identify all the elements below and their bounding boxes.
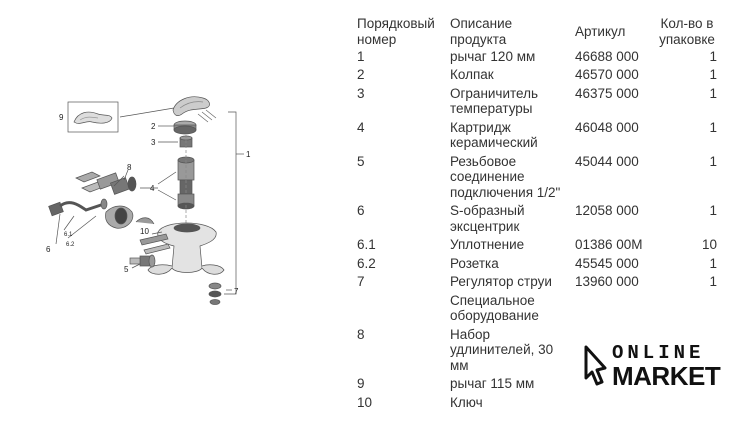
cell-article: 46375 000 bbox=[575, 85, 639, 101]
cell-number: 10 bbox=[357, 394, 373, 410]
header-article: Артикул bbox=[575, 23, 626, 39]
cell-number: 5 bbox=[357, 153, 365, 169]
cell-description: Регулятор струи bbox=[450, 274, 552, 289]
table-row bbox=[357, 291, 717, 325]
cell-quantity: 10 bbox=[701, 237, 717, 252]
cell-description: Ограничитель температуры bbox=[450, 85, 539, 116]
cell-quantity: 1 bbox=[709, 67, 717, 82]
cell-description: Розетка bbox=[450, 255, 499, 271]
cell-quantity: 1 bbox=[709, 274, 717, 289]
cell-number bbox=[357, 291, 450, 325]
cell-description: S-образный эксцентрик bbox=[450, 203, 525, 234]
cell-article bbox=[575, 291, 657, 325]
table-row bbox=[357, 66, 717, 85]
cell-article bbox=[575, 393, 657, 412]
exploded-parts-diagram bbox=[40, 80, 260, 320]
cell-number: 6.2 bbox=[357, 255, 376, 271]
cell-article: 45545 000 bbox=[575, 255, 639, 271]
header-number: Порядковый номер bbox=[357, 16, 435, 47]
extension-set-8 bbox=[76, 172, 136, 194]
cell-description: Картридж керамический bbox=[450, 119, 538, 150]
cell-number: 8 bbox=[357, 326, 365, 342]
cell-article: 46570 000 bbox=[575, 67, 639, 82]
cell-article: 45044 000 bbox=[575, 153, 639, 169]
cell-description: Уплотнение bbox=[450, 237, 525, 252]
label-5: 5 bbox=[124, 265, 129, 274]
cell-quantity: 1 bbox=[709, 48, 717, 64]
label-6-2: 6.2 bbox=[66, 242, 75, 248]
cell-quantity bbox=[657, 393, 717, 412]
cell-article: 46048 000 bbox=[575, 119, 639, 135]
cell-quantity: 1 bbox=[709, 119, 717, 135]
label-6-1: 6.1 bbox=[64, 232, 73, 238]
cell-description: Резьбовое соединение подключения 1/2" bbox=[450, 153, 561, 200]
cell-article: 12058 000 bbox=[575, 203, 639, 218]
cell-number: 3 bbox=[357, 85, 365, 101]
label-7: 7 bbox=[234, 287, 239, 296]
table-row bbox=[357, 273, 717, 292]
label-2: 2 bbox=[151, 122, 156, 131]
cell-description: рычаг 120 мм bbox=[450, 48, 536, 64]
online-market-logo bbox=[583, 342, 728, 394]
cell-description: Колпак bbox=[450, 67, 494, 82]
label-3: 3 bbox=[151, 138, 156, 147]
cell-quantity bbox=[657, 291, 717, 325]
cell-number: 1 bbox=[357, 48, 365, 64]
cell-number: 4 bbox=[357, 119, 365, 135]
cell-article: 13960 000 bbox=[575, 274, 639, 289]
table-row bbox=[357, 236, 717, 255]
table-header-row bbox=[357, 16, 717, 47]
cell-quantity: 1 bbox=[709, 203, 717, 218]
aerator-7 bbox=[209, 283, 221, 289]
cell-quantity: 1 bbox=[709, 153, 717, 169]
label-8: 8 bbox=[127, 163, 132, 172]
cell-number: 6.1 bbox=[357, 237, 376, 252]
table-row bbox=[357, 152, 717, 202]
table-row bbox=[357, 84, 717, 118]
label-6: 6 bbox=[46, 245, 51, 254]
cell-article: 46688 000 bbox=[575, 48, 639, 64]
label-9: 9 bbox=[59, 113, 64, 122]
table-row bbox=[357, 47, 717, 66]
table-row bbox=[357, 118, 717, 152]
header-description: Описание продукта bbox=[450, 16, 513, 47]
cell-description: Набор удлинителей, 30 мм bbox=[450, 326, 554, 373]
cell-description: рычаг 115 мм bbox=[450, 376, 535, 391]
cell-number: 6 bbox=[357, 203, 365, 218]
eccentric-6 bbox=[49, 199, 154, 228]
cell-description: Ключ bbox=[450, 394, 483, 410]
label-4: 4 bbox=[150, 184, 155, 193]
connection-5 bbox=[130, 255, 155, 267]
logo-line-2: MARKET bbox=[612, 361, 721, 391]
cell-quantity: 1 bbox=[709, 255, 717, 271]
cursor-icon bbox=[583, 344, 609, 388]
label-10: 10 bbox=[140, 227, 149, 236]
table-row bbox=[357, 202, 717, 236]
logo-line-1: ONLINE bbox=[612, 342, 705, 364]
cell-number: 2 bbox=[357, 67, 365, 82]
table-row bbox=[357, 254, 717, 273]
cell-number: 9 bbox=[357, 376, 365, 391]
cell-description: Специальное оборудование bbox=[450, 292, 539, 323]
table-row bbox=[357, 393, 717, 412]
cell-number: 7 bbox=[357, 274, 365, 289]
header-quantity: Кол-во в упаковке bbox=[659, 16, 715, 47]
label-1: 1 bbox=[246, 150, 251, 159]
lever-1-icon bbox=[173, 97, 210, 116]
cell-quantity: 1 bbox=[709, 85, 717, 101]
cell-article: 01386 00M bbox=[575, 237, 643, 252]
